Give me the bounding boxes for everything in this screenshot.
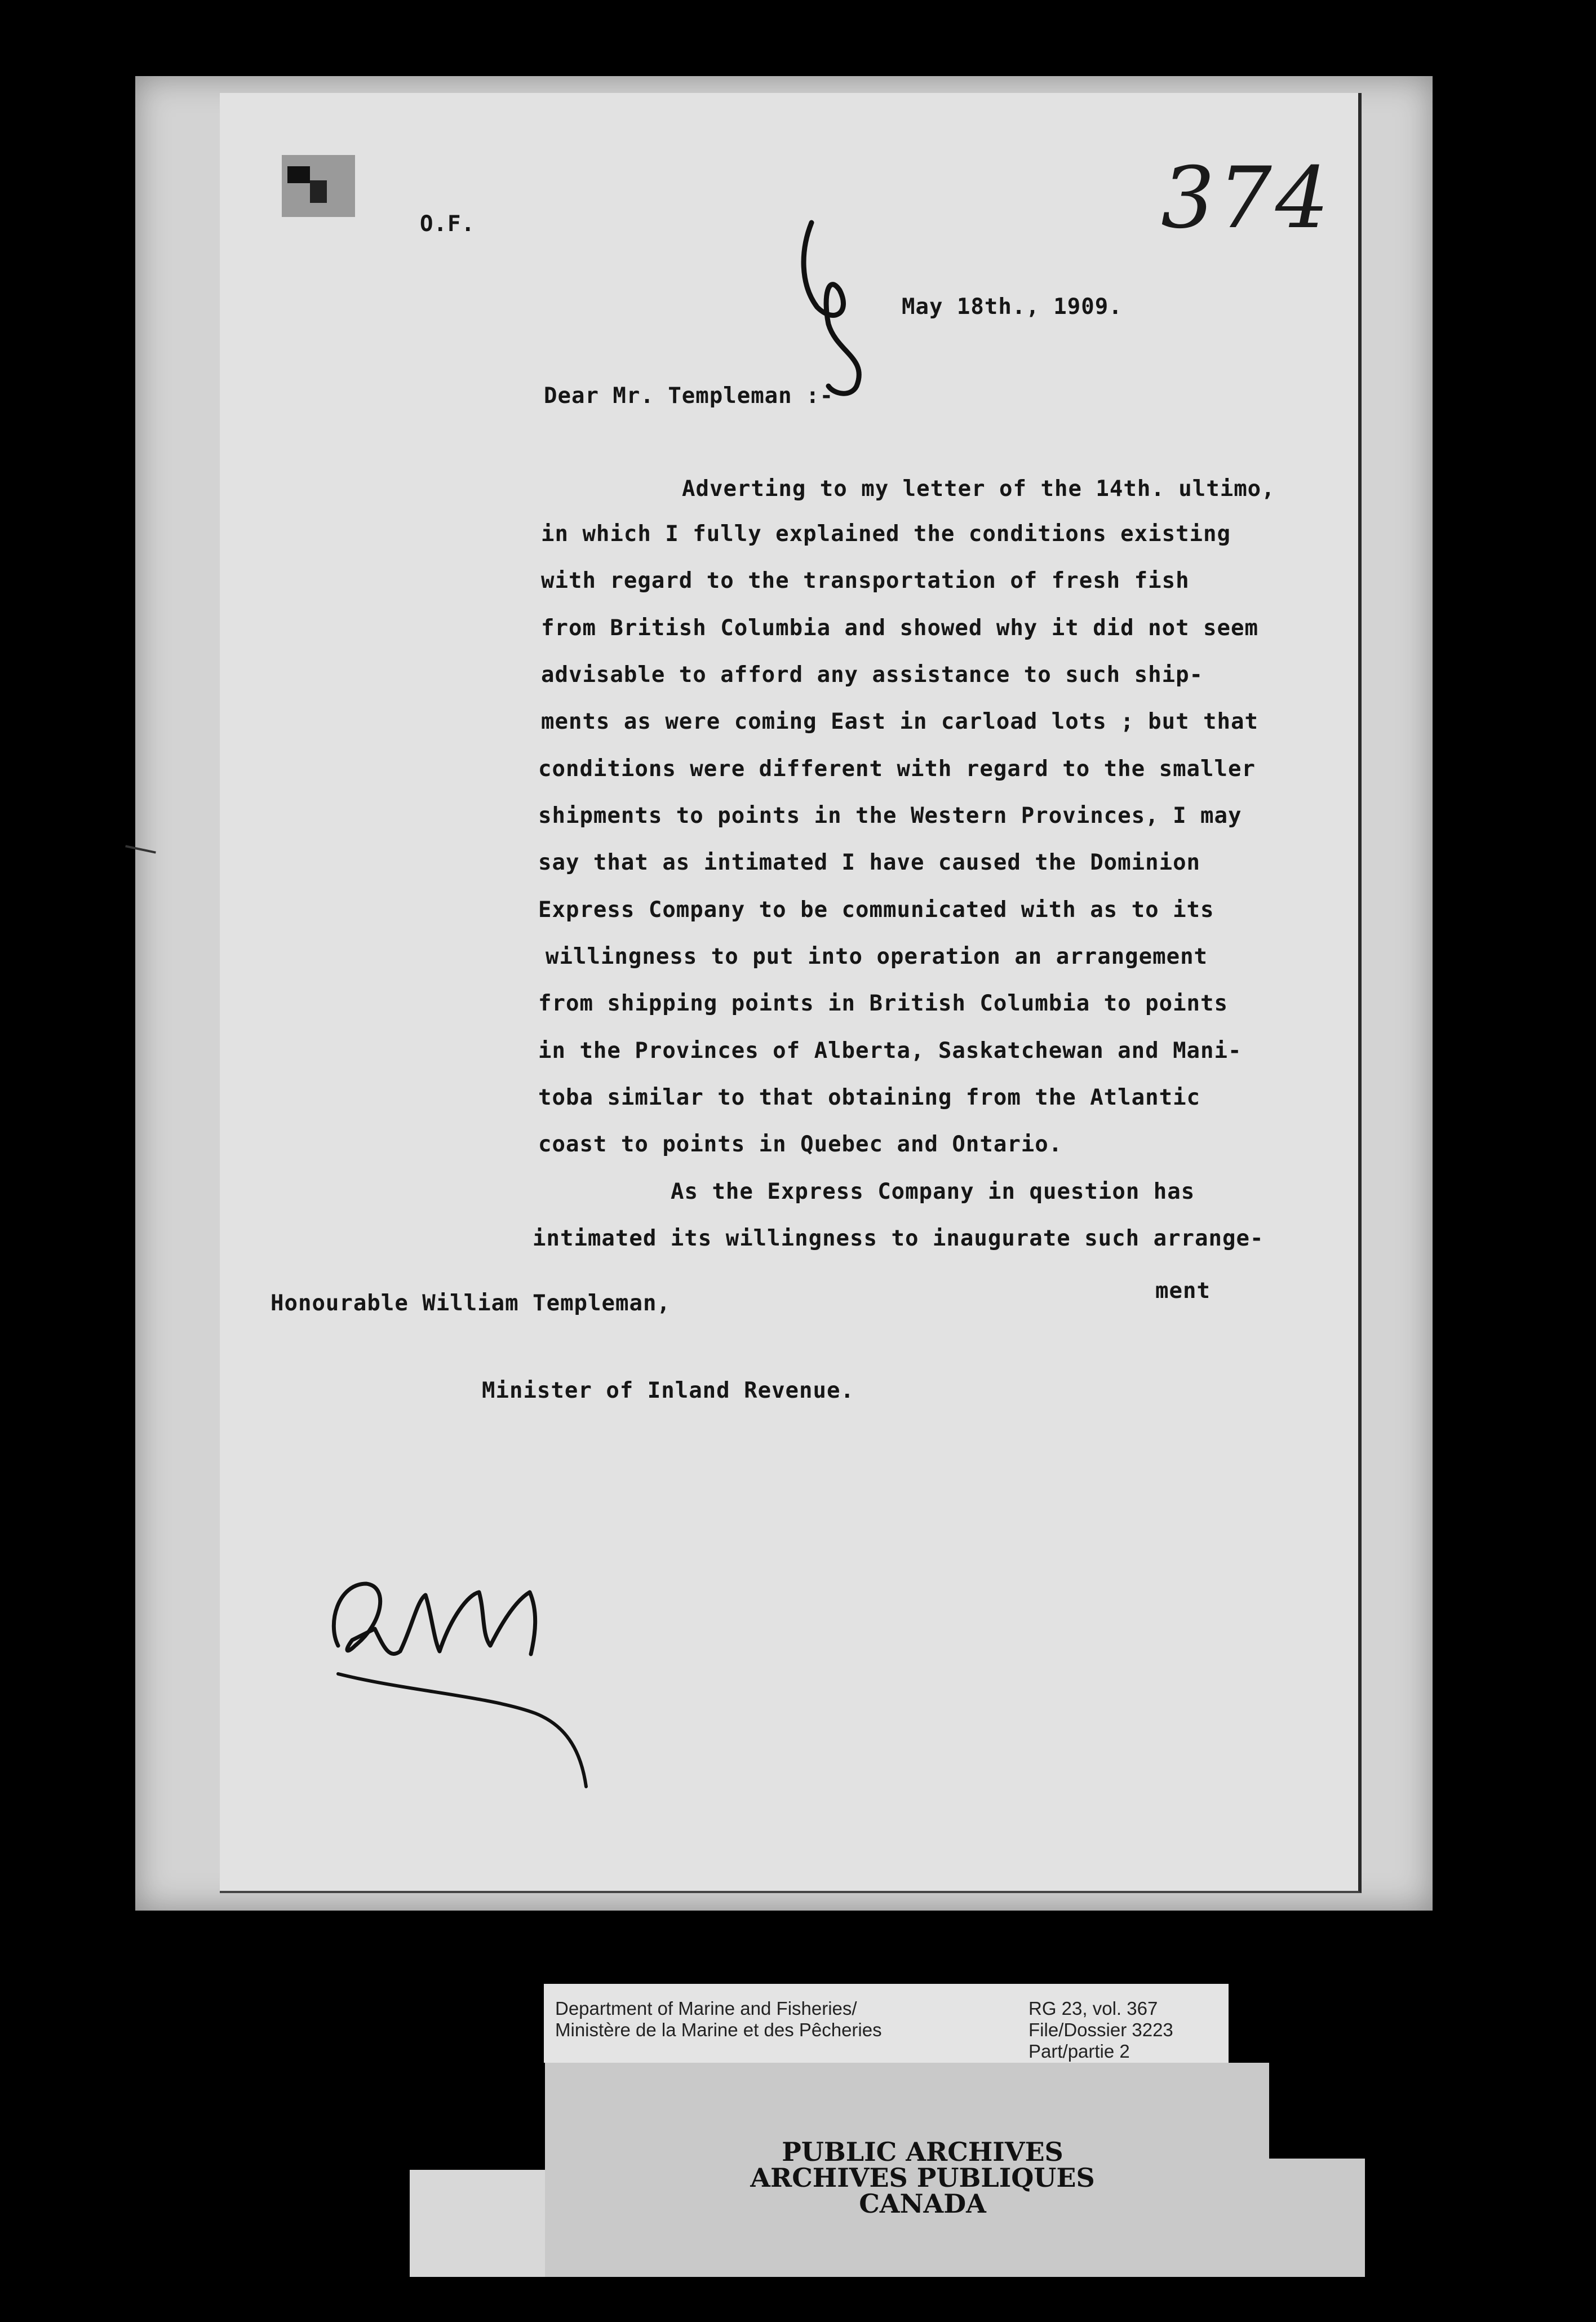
addressee-title: Minister of Inland Revenue. [482, 1378, 854, 1403]
letter-date: May 18th., 1909. [902, 294, 1123, 320]
body-line: with regard to the transportation of fresh fish [541, 568, 1190, 593]
department-name-french: Ministère de la Marine et des Pêcheries [555, 2019, 882, 2040]
body-line: in the Provinces of Alberta, Saskatchewan and Mani- [538, 1038, 1242, 1063]
salutation: Dear Mr. Templeman :- [544, 383, 834, 409]
part-number: Part/partie 2 [1028, 2041, 1130, 2062]
addressee-name: Honourable William Templeman, [271, 1291, 671, 1316]
file-number: File/Dossier 3223 [1028, 2019, 1173, 2040]
department-name-english: Department of Marine and Fisheries/ [555, 1998, 857, 2019]
body-line: Adverting to my letter of the 14th. ultimo, [682, 476, 1275, 502]
body-line: willingness to put into operation an arrangement [546, 944, 1208, 969]
body-line: ments as were coming East in carload lots ; but that [541, 709, 1258, 734]
page-number: 374 [1161, 149, 1333, 247]
body-line: conditions were different with regard to the smaller [538, 756, 1256, 782]
body-line: from shipping points in British Columbia to points [538, 991, 1228, 1016]
body-line: Express Company to be communicated with as to its [538, 897, 1214, 923]
stamp-line-english: PUBLIC ARCHIVES [782, 2137, 1063, 2167]
reference-code: O.F. [420, 211, 475, 237]
handwritten-initials-signature [321, 1561, 614, 1803]
paper-damage-mark [282, 155, 355, 217]
stamp-line-french: ARCHIVES PUBLIQUES [750, 2163, 1095, 2193]
body-line: toba similar to that obtaining from the Atlantic [538, 1085, 1201, 1110]
handwritten-file-mark [789, 217, 879, 403]
public-archives-stamp-card [410, 2063, 1365, 2277]
body-line: in which I fully explained the conditions existing [541, 521, 1231, 547]
body-line: As the Express Company in question has [671, 1179, 1195, 1204]
body-line: coast to points in Quebec and Ontario. [538, 1132, 1063, 1157]
stamp-line-country: CANADA [859, 2188, 986, 2219]
body-line: shipments to points in the Western Provinces, I may [538, 803, 1242, 828]
body-line: from British Columbia and showed why it did not seem [541, 615, 1258, 641]
body-line: advisable to afford any assistance to such ship- [541, 662, 1204, 688]
body-line: intimated its willingness to inaugurate such arrange- [533, 1226, 1264, 1251]
body-line: ment [1155, 1278, 1211, 1304]
record-group: RG 23, vol. 367 [1028, 1998, 1158, 2019]
body-line: say that as intimated I have caused the Dominion [538, 850, 1201, 875]
